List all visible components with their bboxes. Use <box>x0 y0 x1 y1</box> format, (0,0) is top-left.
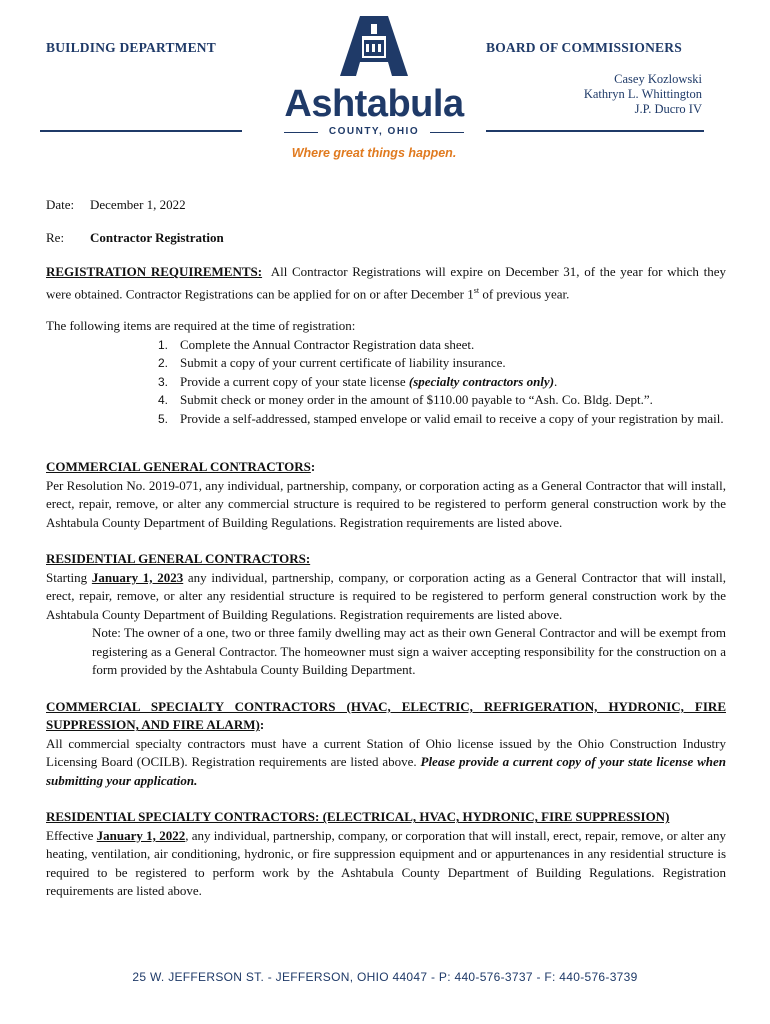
letter-body <box>46 196 726 901</box>
commissioner-name: J.P. Ducro IV <box>634 102 702 116</box>
date-label: Date: <box>46 197 75 212</box>
residential-general-body: any individual, partnership, company, or corporation acting as a General Contractor that will install, erect, repair, remove, or alter any residential structure is required to be registered to perform general construction work by the Ashtabula County Department of Building Regulations. Registration requirements are listed above. <box>46 569 726 622</box>
header-right-divider <box>486 130 704 132</box>
residential-general-section: RESIDENTIAL GENERAL CONTRACTORS: Starting January 1, 2023 any individual, partnership, company, or corporation acting as a General Contractor that will install, erect, repair, remove, or alter any residential structure is required to be registered to perform general construction work by the Ashtabula County Department of Building Regulations. Registration requirements are listed above. <box>46 551 726 622</box>
registration-superscript: st <box>473 285 480 295</box>
commercial-general-section: COMMERCIAL GENERAL CONTRACTORS: Per Resolution No. 2019-071, any individual, partnership, company, or corporation acting as a General Contractor that will install, erect, repair, remove, or alter any commercial structure is required to be registered to perform general construction work by the Ashtabula County Department of Building Regulations. Registration requirements are listed above. <box>46 459 726 530</box>
residential-general-note: Note: The owner of a one, two or three family dwelling may act as their own General Contractor and will be exempt from registering as a General Contractor. The homeowner must sign a waiver accepting responsibility for the construction on a form provided by the Ashtabula County Building Department. <box>92 625 726 678</box>
specialty-note: (specialty contractors only) <box>408 373 555 389</box>
residential-specialty-body: , any individual, partnership, company, or corporation that will install, erect, repair, remove, or alter any heating, ventilation, air conditioning, hydronic, or fire suppression equipment and or appurtenances in any residential structure is required to be registered to perform work by the Ashtabula County Department of Building Regulations. Registration requirements are listed above. <box>46 827 726 899</box>
date-value: December 1, 2022 <box>90 197 186 212</box>
commercial-specialty-emphasis: Please provide a current copy of your state license when submitting your application. <box>46 754 726 788</box>
courthouse-a-icon <box>340 14 408 78</box>
building-department-title: BUILDING DEPARTMENT <box>46 40 216 55</box>
logo-county: COUNTY, OHIO <box>328 126 420 137</box>
list-item: 2. Submit a copy of your current certificate of liability insurance. <box>158 355 506 371</box>
re-label: Re: <box>46 229 65 245</box>
registration-text: All Contractor Registrations will expire on December 31, of the year for which they were obtained. Contractor Registrations can be applied for on or after December 1 <box>46 264 726 301</box>
commercial-specialty-heading: COMMERCIAL SPECIALTY CONTRACTORS (HVAC, ELECTRIC, REFRIGERATION, HYDRONIC, FIRE SUPPRESSION, AND FIRE ALARM) <box>46 698 726 733</box>
commissioner-name: Casey Kozlowski <box>614 72 702 86</box>
registration-items-list <box>46 336 726 429</box>
commercial-specialty-body: All commercial specialty contractors must have a current Station of Ohio license issued by the Ohio Construction Industry Licensing Board (OCILB). Registration requirements are listed above. <box>46 735 726 770</box>
list-item: 5. Provide a self-addressed, stamped envelope or valid email to receive a copy of your registration by mail. <box>158 410 724 426</box>
effective-date: January 1, 2022 <box>96 827 186 843</box>
commercial-general-heading: COMMERCIAL GENERAL CONTRACTORS <box>46 459 311 475</box>
logo-county-rule <box>430 132 464 133</box>
registration-heading: REGISTRATION REQUIREMENTS: <box>46 264 263 279</box>
list-item: 4. Submit check or money order in the amount of $110.00 payable to “Ash. Co. Bldg. Dept.”. <box>158 392 653 408</box>
date-row <box>46 196 726 215</box>
list-item: 1. Complete the Annual Contractor Registration data sheet. <box>158 336 475 352</box>
registration-paragraph <box>46 263 726 303</box>
commercial-specialty-section: COMMERCIAL SPECIALTY CONTRACTORS (HVAC, ELECTRIC, REFRIGERATION, HYDRONIC, FIRE SUPPRESSION, AND FIRE ALARM): All commercial specialty contractors must have a current Station of Ohio license issued by the Ohio Construction Industry Licensing Board (OCILB). Registration requirements are listed above. Please provide a current copy of your state license when submitting your application. <box>46 698 726 788</box>
footer-address: 25 W. JEFFERSON ST. - JEFFERSON, OHIO 44047 - P: 440-576-3737 - F: 440-576-3739 <box>132 970 638 984</box>
list-item: 3. Provide a current copy of your state license (specialty contractors only). <box>158 373 558 389</box>
commissioner-name: Kathryn L. Whittington <box>583 87 702 101</box>
commercial-general-body: Per Resolution No. 2019-071, any individual, partnership, company, or corporation acting as a General Contractor that will install, erect, repair, remove, or alter any commercial structure is required to be registered to perform general construction work by the Ashtabula County Department of Building Regulations. Registration requirements are listed above. <box>46 477 726 530</box>
residential-specialty-section: RESIDENTIAL SPECIALTY CONTRACTORS: (ELECTRICAL, HVAC, HYDRONIC, FIRE SUPPRESSION) Effective January 1, 2022, any individual, partnership, company, or corporation that will install, erect, repair, remove, or alter any heating, ventilation, air conditioning, hydronic, or fire suppression equipment and or appurtenances in any residential structure is required to be registered to perform work by the Ashtabula County Department of Building Regulations. Registration requirements are listed above. <box>46 809 726 899</box>
re-value: Contractor Registration <box>90 229 224 245</box>
commissioners-list <box>520 72 702 117</box>
registration-text-tail: of previous year. <box>479 285 570 301</box>
residential-general-heading: RESIDENTIAL GENERAL CONTRACTORS: <box>46 551 311 567</box>
residential-specialty-heading: RESIDENTIAL SPECIALTY CONTRACTORS: (ELECTRICAL, HVAC, HYDRONIC, FIRE SUPPRESSION) <box>46 809 670 825</box>
logo-name: Ashtabula <box>284 83 464 125</box>
board-of-commissioners-title: BOARD OF COMMISSIONERS <box>486 40 682 55</box>
header-left-divider <box>40 130 242 132</box>
effective-date: January 1, 2023 <box>91 569 184 585</box>
ashtabula-county-logo <box>276 14 472 166</box>
logo-tagline: Where great things happen. <box>291 146 457 160</box>
re-row <box>46 229 726 248</box>
registration-intro: The following items are required at the time of registration: <box>46 318 356 334</box>
